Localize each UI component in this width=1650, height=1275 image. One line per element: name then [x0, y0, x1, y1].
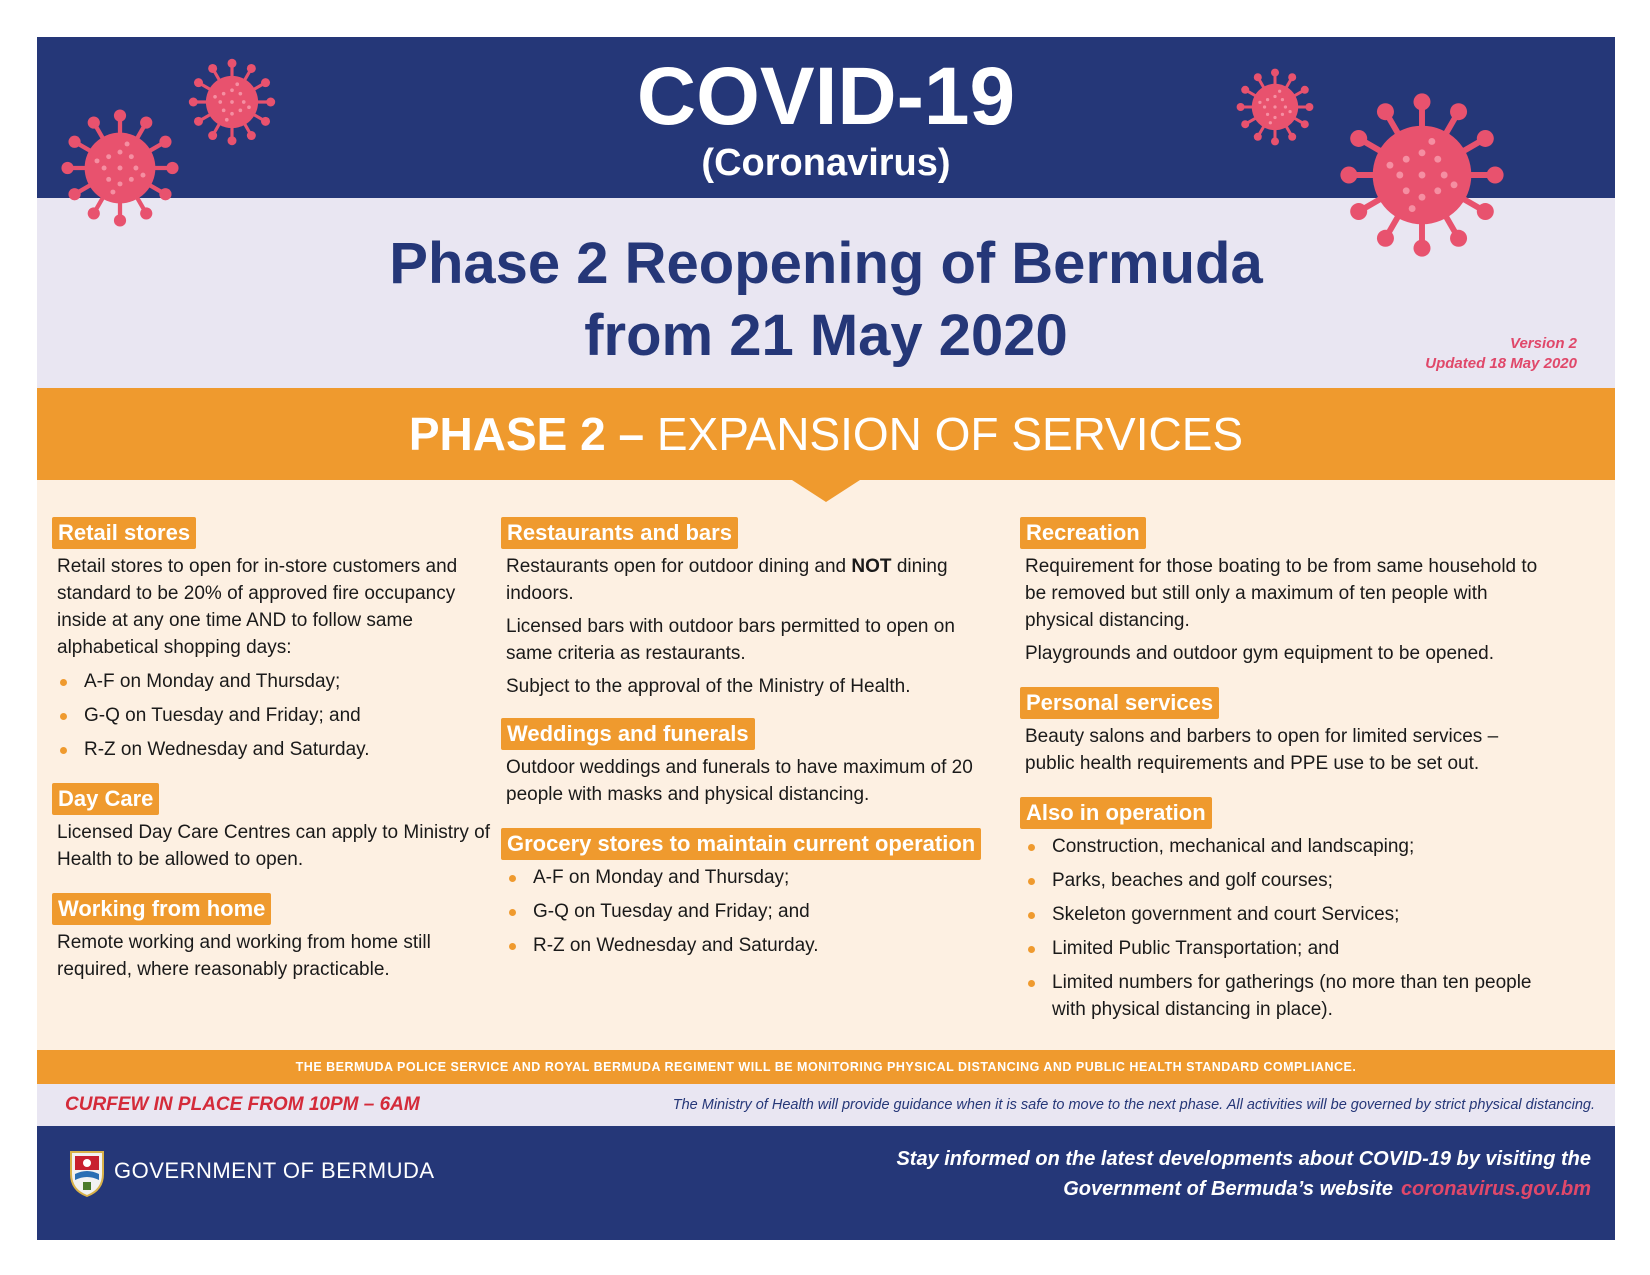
list-item: Limited numbers for gatherings (no more than ten people with physical distancing in place). — [1020, 969, 1540, 1023]
virus-icon — [1235, 67, 1315, 147]
police-notice: THE BERMUDA POLICE SERVICE AND ROYAL BERMUDA REGIMENT WILL BE MONITORING PHYSICAL DISTANCING AND PUBLIC HEALTH STANDARD COMPLIANCE. — [37, 1050, 1615, 1084]
restaurants-heading: Restaurants and bars — [501, 517, 738, 549]
version-label: Version 2 — [1510, 335, 1577, 352]
main-title-line1: Phase 2 Reopening of Bermuda — [389, 231, 1263, 296]
stay-informed — [896, 1144, 1591, 1204]
restaurants-text-end: dining indoors. — [506, 556, 948, 604]
restaurants-text-emphasis: NOT — [851, 556, 892, 577]
curfew-text: CURFEW IN PLACE FROM 10PM – 6AM — [65, 1094, 420, 1115]
retail-text: Retail stores to open for in-store customers and standard to be 20% of approved fire occupancy inside at any one time AND to follow same alphabetical shopping days: — [57, 556, 458, 658]
phase-description: EXPANSION OF SERVICES — [656, 408, 1244, 460]
wfh-heading: Working from home — [52, 893, 271, 925]
virus-icon — [1337, 90, 1507, 260]
stay-line-1: Stay informed on the latest developments about COVID-19 by visiting the — [896, 1148, 1591, 1170]
main-title-line2: from 21 May 2020 — [584, 303, 1068, 368]
approval-text: Subject to the approval of the Ministry of Health. — [506, 676, 911, 697]
list-item: Parks, beaches and golf courses; — [1020, 867, 1540, 894]
version-info — [1425, 334, 1577, 374]
ministry-note: The Ministry of Health will provide guidance when it is safe to move to the next phase. All activities will be governed by strict physical distancing. — [672, 1097, 1595, 1113]
content-area — [37, 480, 1615, 1103]
recreation-text: Requirement for those boating to be from same household to be removed but still only a maximum of ten people with physical distancing. — [1025, 556, 1538, 631]
daycare-text: Licensed Day Care Centres can apply to Ministry of Health to be allowed to open. — [57, 822, 490, 870]
grocery-heading: Grocery stores to maintain current operation — [501, 828, 981, 860]
virus-icon — [187, 57, 277, 147]
list-item: Skeleton government and court Services; — [1020, 901, 1540, 928]
stay-line-2-text: Government of Bermuda’s website — [1063, 1178, 1393, 1200]
list-item: Construction, mechanical and landscaping; — [1020, 833, 1540, 860]
list-item: A-F on Monday and Thursday; — [52, 668, 492, 695]
virus-icon — [59, 107, 181, 229]
restaurants-text — [501, 553, 1001, 607]
personal-heading: Personal services — [1020, 687, 1219, 719]
stay-line-2 — [896, 1174, 1591, 1204]
recreation-heading: Recreation — [1020, 517, 1146, 549]
poster — [37, 37, 1615, 1240]
footer — [37, 1126, 1615, 1240]
list-item: R-Z on Wednesday and Saturday. — [501, 932, 1001, 959]
bars-text: Licensed bars with outdoor bars permitted to open on same criteria as restaurants. — [506, 616, 955, 664]
list-item: A-F on Monday and Thursday; — [501, 864, 1001, 891]
retail-heading: Retail stores — [52, 517, 196, 549]
website-link[interactable]: coronavirus.gov.bm — [1400, 1178, 1591, 1200]
personal-text: Beauty salons and barbers to open for limited services – public health requirements and PPE use to be set out. — [1025, 726, 1499, 774]
daycare-heading: Day Care — [52, 783, 159, 815]
playgrounds-text: Playgrounds and outdoor gym equipment to be opened. — [1025, 643, 1494, 664]
phase-banner — [37, 388, 1615, 480]
updated-date: Updated 18 May 2020 — [1425, 355, 1577, 372]
column-middle — [501, 480, 1001, 959]
government-name: GOVERNMENT OF BERMUDA — [114, 1158, 435, 1183]
weddings-text: Outdoor weddings and funerals to have maximum of 20 people with masks and physical distancing. — [506, 757, 973, 805]
column-left — [52, 480, 492, 983]
list-item: G-Q on Tuesday and Friday; and — [501, 898, 1001, 925]
restaurants-text-start: Restaurants open for outdoor dining and — [506, 556, 847, 577]
weddings-heading: Weddings and funerals — [501, 718, 755, 750]
wfh-text: Remote working and working from home still required, where reasonably practicable. — [57, 932, 431, 980]
phase-heading — [37, 406, 1615, 462]
column-right — [1020, 480, 1540, 1023]
phase-number: PHASE 2 – — [408, 408, 645, 460]
curfew-bar — [37, 1084, 1615, 1126]
banner-pointer — [792, 480, 860, 502]
also-heading: Also in operation — [1020, 797, 1212, 829]
list-item: R-Z on Wednesday and Saturday. — [52, 736, 492, 763]
covid-subtitle: (Coronavirus) — [701, 142, 951, 184]
list-item: G-Q on Tuesday and Friday; and — [52, 702, 492, 729]
covid-title: COVID-19 — [636, 51, 1016, 142]
list-item: Limited Public Transportation; and — [1020, 935, 1540, 962]
bermuda-crest-icon — [65, 1144, 109, 1200]
